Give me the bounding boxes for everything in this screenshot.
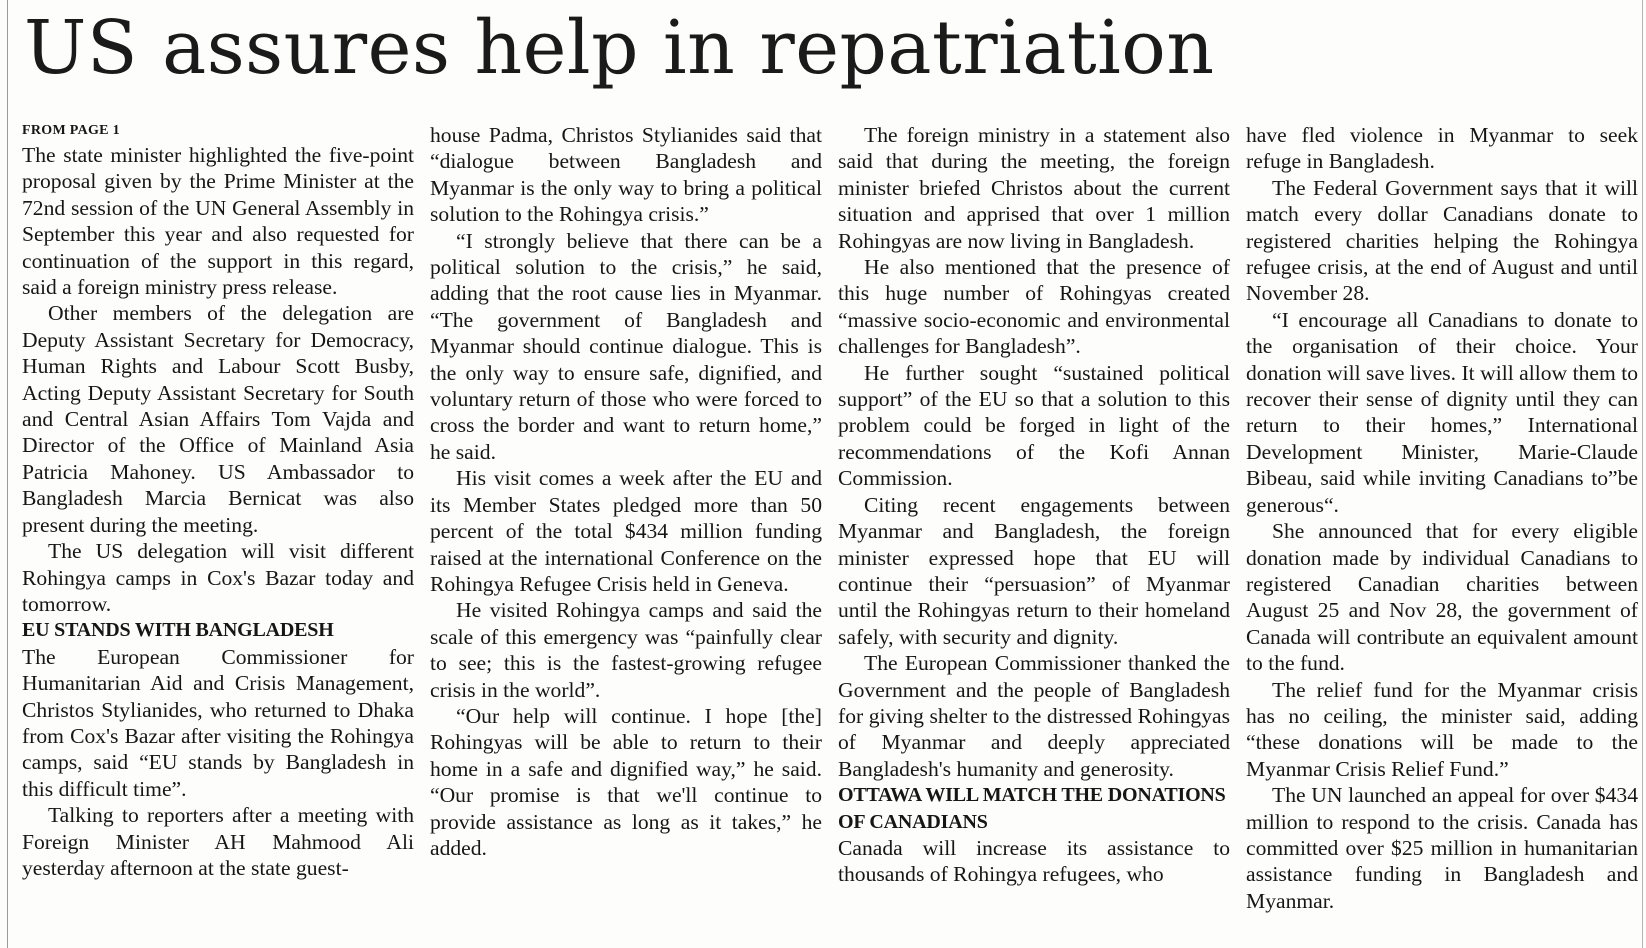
article-body bbox=[22, 122, 1638, 948]
article-paragraph: The US delegation will visit different Rohingya camps in Cox's Bazar today and tomorrow. bbox=[22, 539, 414, 616]
article-column-2 bbox=[430, 122, 822, 948]
article-column-4 bbox=[1246, 122, 1638, 948]
article-paragraph: He also mentioned that the presence of this huge number of Rohingyas created “massive socio-economic and environmental challenges for Bangladesh”. bbox=[838, 255, 1230, 359]
article-column-3 bbox=[838, 122, 1230, 948]
article-paragraph: The UN launched an appeal for over $434 million to respond to the crisis. Canada has committed over $25 million in humanitarian assistance funding in Bangladesh and Myanmar. bbox=[1246, 783, 1638, 913]
article-paragraph: The European Commissioner thanked the Government and the people of Bangladesh for giving shelter to the distressed Rohingyas of Myanmar and deeply appreciated Bangladesh's humanity and generosity. bbox=[838, 651, 1230, 781]
article-paragraph: “I strongly believe that there can be a political solution to the crisis,” he said, adding that the root cause lies in Myanmar. “The government of Bangladesh and Myanmar should continue dialogue. This is the only way to ensure safe, dignified, and voluntary return of those who were forced to cross the border and want to return home,” he said. bbox=[430, 228, 822, 464]
article-paragraph: “Our help will continue. I hope [the] Rohingyas will be able to return to their home in a safe and dignified way,” he said. “Our promise is that we'll continue to provide assistance as long as it takes,” he added. bbox=[430, 703, 822, 860]
article-paragraph: The state minister highlighted the five-point proposal given by the Prime Minister at the 72nd session of the UN General Assembly in September this year and also requested for continuation of the support in this regard, said a foreign ministry press release. bbox=[22, 143, 414, 300]
article-paragraph: The relief fund for the Myanmar crisis has no ceiling, the minister said, adding “these donations will be made to the Myanmar Crisis Relief Fund.” bbox=[1246, 677, 1638, 781]
article-paragraph: He visited Rohingya camps and said the scale of this emergency was “painfully clear to see; this is the fastest-growing refugee crisis in the world”. bbox=[430, 598, 822, 702]
article-paragraph: The Federal Government says that it will match every dollar Canadians donate to registered charities helping the Rohingya refugee crisis, at the end of August and until November 28. bbox=[1246, 175, 1638, 306]
article-column-1 bbox=[22, 122, 414, 948]
article-paragraph: “I encourage all Canadians to donate to the organisation of their choice. Your donation will save lives. It will allow them to recover their sense of dignity until they can return to their homes,” International Development Minister, Marie-Claude Bibeau, said while inviting Canadians to”be generous“. bbox=[1246, 307, 1638, 517]
section-subhead: OTTAWA WILL MATCH THE DONATIONS OF CANADIANS bbox=[838, 784, 1226, 833]
headline: US assures help in repatriation bbox=[24, 5, 1215, 91]
section-subhead: EU STANDS WITH BANGLADESH bbox=[22, 619, 334, 642]
article-paragraph: The foreign ministry in a statement also said that during the meeting, the foreign minister briefed Christos about the current situation and apprised that over 1 million Rohingyas are now living in Bangladesh. bbox=[838, 123, 1230, 253]
article-paragraph: Talking to reporters after a meeting with Foreign Minister AH Mahmood Ali yesterday afternoon at the state guest- bbox=[22, 803, 414, 880]
article-paragraph: His visit comes a week after the EU and its Member States pledged more than 50 percent of the total $434 million funding raised at the international Conference on the Rohingya Refugee Crisis held in Geneva. bbox=[430, 466, 822, 596]
article-paragraph: Other members of the delegation are Deputy Assistant Secretary for Democracy, Human Rights and Labour Scott Busby, Acting Deputy Assistant Secretary for South and Central Asian Affairs Tom Vajda and Director of the Office of Mainland Asia Patricia Mahoney. US Ambassador to Bangladesh Marcia Bernicat was also present during the meeting. bbox=[22, 301, 414, 537]
left-column-rule bbox=[7, 0, 8, 948]
article-paragraph: The European Commissioner for Humanitarian Aid and Crisis Management, Christos Stylianides, who returned to Dhaka from Cox's Bazar after visiting the Rohingya camps, said “EU stands by Bangladesh in this difficult time”. bbox=[22, 644, 414, 801]
article-paragraph: She announced that for every eligible donation made by individual Canadians to registered Canadian charities between August 25 and Nov 28, the government of Canada will contribute an equivalent amount to the fund. bbox=[1246, 519, 1638, 676]
continuation-kicker: FROM PAGE 1 bbox=[22, 123, 120, 138]
right-page-rule bbox=[1642, 0, 1643, 948]
article-paragraph: Canada will increase its assistance to thousands of Rohingya refugees, who bbox=[838, 835, 1230, 887]
article-paragraph: house Padma, Christos Stylianides said that “dialogue between Bangladesh and Myanmar is the only way to bring a political solution to the Rohingya crisis.” bbox=[430, 123, 822, 227]
article-paragraph: He further sought “sustained political support” of the EU so that a solution to this problem could be forged in light of the recommendations of the Kofi Annan Commission. bbox=[838, 360, 1230, 491]
article-paragraph: Citing recent engagements between Myanmar and Bangladesh, the foreign minister expressed hope that EU will continue their “persuasion” of Myanmar until the Rohingyas return to their homeland safely, with security and dignity. bbox=[838, 492, 1230, 649]
article-paragraph: have fled violence in Myanmar to seek refuge in Bangladesh. bbox=[1246, 123, 1638, 174]
